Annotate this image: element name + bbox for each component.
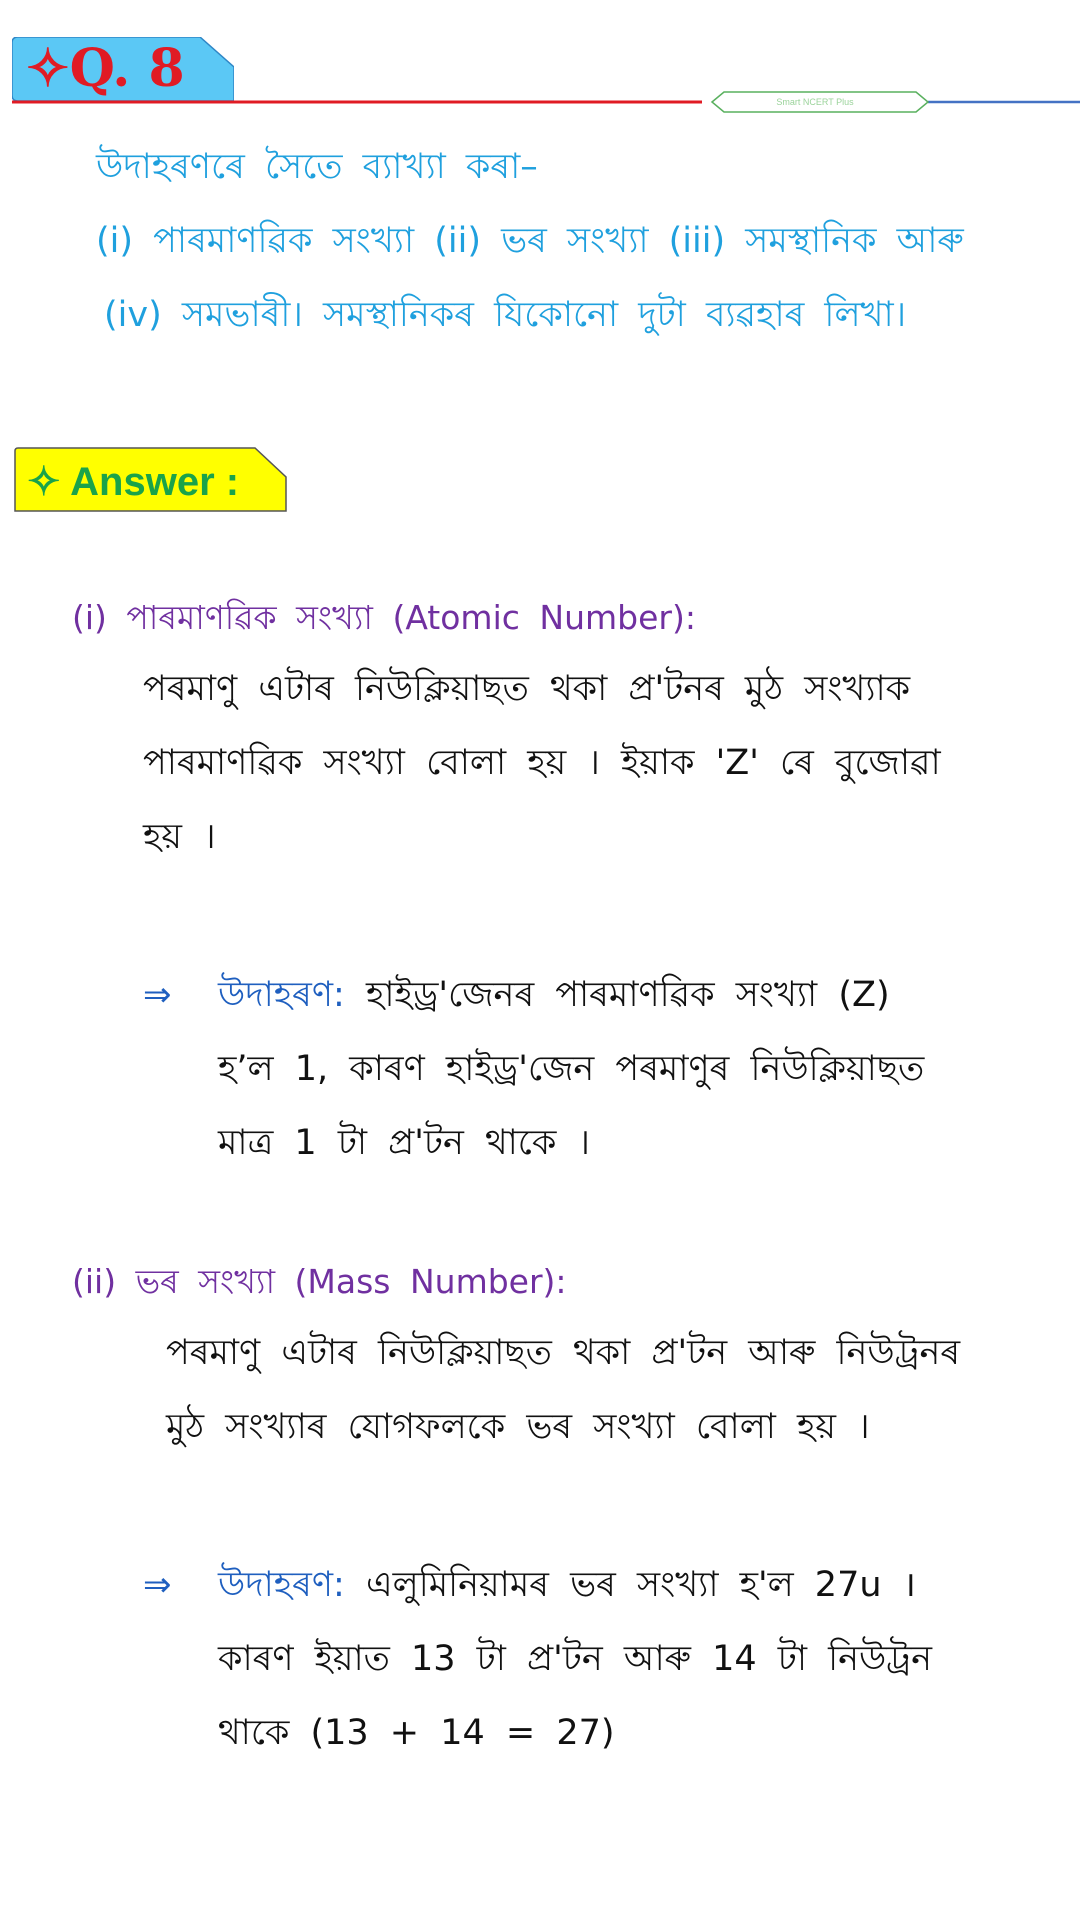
example-atomic-number	[143, 958, 1043, 1180]
definition-line: পৰমাণু এটাৰ নিউক্লিয়াছত থকা প্ৰ'টন আৰু নিউট্ৰনৰ	[166, 1333, 961, 1373]
definition-line: পৰমাণু এটাৰ নিউক্লিয়াছত থকা প্ৰ'টনৰ মুঠ সংখ্যাক	[143, 669, 911, 709]
arrow-icon: ⇒	[143, 975, 172, 1015]
example-line	[143, 958, 1043, 1032]
definition-mass-number	[166, 1316, 1066, 1464]
answer-badge	[13, 447, 288, 513]
section-heading-mass-number: (ii) ভৰ সংখ্যা (Mass Number):	[72, 1262, 567, 1301]
answer-label: ✧ Answer :	[27, 460, 240, 504]
section-heading-atomic-number: (i) পাৰমাণৱিক সংখ্যা (Atomic Number):	[72, 598, 696, 637]
definition-line: পাৰমাণৱিক সংখ্যা বোলা হয় । ইয়াক 'Z' ৰে বুজোৱা	[143, 743, 941, 783]
example-line: মাত্ৰ 1 টা প্ৰ'টন থাকে ।	[218, 1123, 591, 1163]
question-number: ✧Q. 8	[26, 38, 185, 99]
brand-tag: Smart NCERT Plus	[776, 97, 854, 107]
arrow-icon: ⇒	[143, 1565, 172, 1605]
example-line: থাকে (13 + 14 = 27)	[218, 1713, 615, 1753]
example-label: উদাহৰণ:	[218, 975, 345, 1015]
example-mass-number	[143, 1548, 1043, 1770]
question-text	[96, 130, 1046, 352]
example-label: উদাহৰণ:	[218, 1565, 345, 1605]
example-line	[143, 1548, 1043, 1622]
example-text: এলুমিনিয়ামৰ ভৰ সংখ্যা হ'ল 27u ।	[366, 1565, 916, 1605]
example-line: হ’ল 1, কাৰণ হাইড্ৰ'জেন পৰমাণুৰ নিউক্লিয়াছত	[218, 1049, 925, 1089]
question-line: উদাহৰণৰে সৈতে ব্যাখ্যা কৰা–	[96, 147, 538, 187]
example-line: কাৰণ ইয়াত 13 টা প্ৰ'টন আৰু 14 টা নিউট্ৰন	[218, 1639, 933, 1679]
question-line: (iv) সমভাৰী। সমস্থানিকৰ যিকোনো দুটা ব্যৱহাৰ লিখা।	[104, 295, 907, 335]
question-line: (i) পাৰমাণৱিক সংখ্যা (ii) ভৰ সংখ্যা (iii) সমস্থানিক আৰু	[96, 221, 964, 261]
definition-line: হয় ।	[143, 817, 216, 857]
definition-atomic-number	[143, 652, 1043, 874]
definition-line: মুঠ সংখ্যাৰ যোগফলকে ভৰ সংখ্যা বোলা হয় ।	[166, 1407, 870, 1447]
example-text: হাইড্ৰ'জেনৰ পাৰমাণৱিক সংখ্যা (Z)	[366, 975, 890, 1015]
